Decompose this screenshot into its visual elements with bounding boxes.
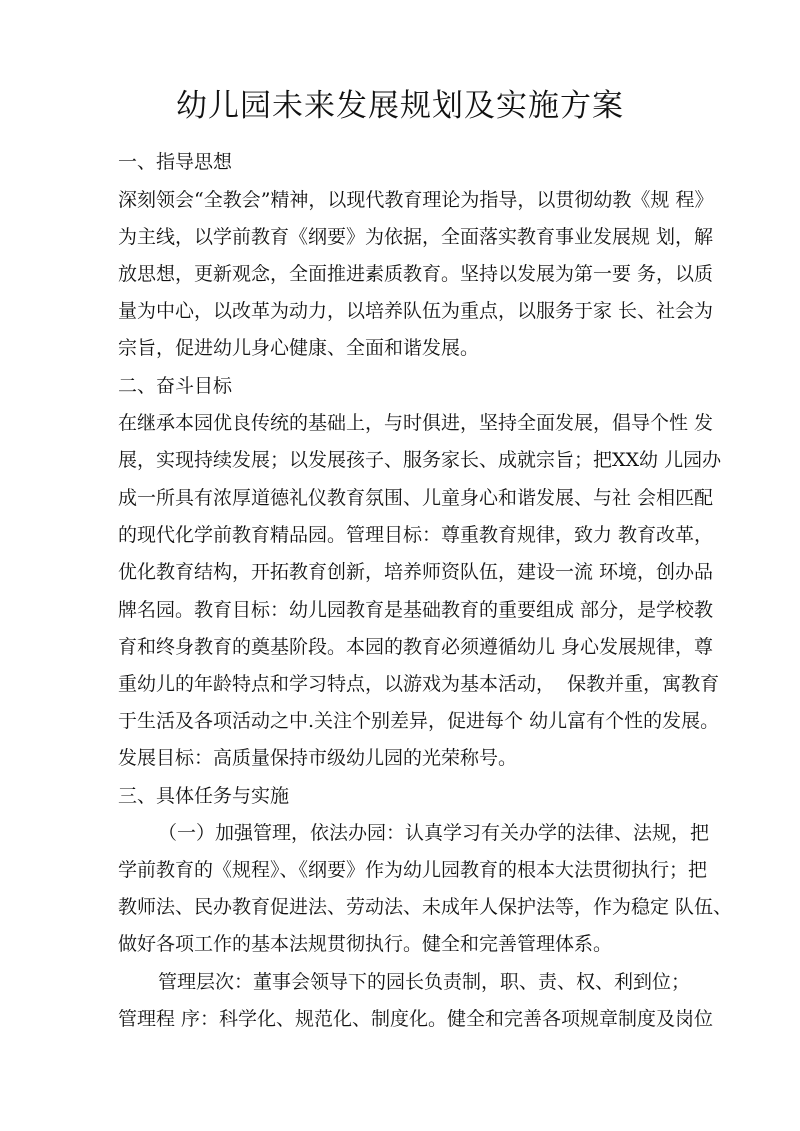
paragraph-line: 发展目标：高质量保持市级幼儿园的光荣称号。: [118, 747, 518, 769]
paragraph-line: 的现代化学前教育精品园。管理目标：尊重教育规律，致力 教育改革，: [118, 524, 714, 546]
paragraph-line: 成一所具有浓厚道德礼仪教育氛围、儿童身心和谐发展、与社 会相匹配: [118, 487, 714, 509]
paragraph-line: 管理程 序：科学化、规范化、制度化。健全和完善各项规章制度及岗位: [118, 1008, 714, 1030]
paragraph-line: 在继承本园优良传统的基础上，与时俱进，坚持全面发展，倡导个性 发: [118, 412, 714, 434]
paragraph-line: 优化教育结构，开拓教育创新，培养师资队伍，建设一流 环境，创办品: [118, 561, 714, 583]
paragraph-line: 于生活及各项活动之中.关注个别差异，促进每个 幼儿富有个性的发展。: [118, 710, 720, 732]
paragraph-line-indented: （一）加强管理，依法办园：认真学习有关办学的法律、法规，把: [158, 822, 710, 844]
paragraph-line: 量为中心，以改革为动力，以培养队伍为重点，以服务于家 长、社会为: [118, 300, 714, 322]
section-heading-3: 三、具体任务与实施: [118, 785, 290, 807]
paragraph-line: 牌名园。教育目标：幼儿园教育是基础教育的重要组成 部分，是学校教: [118, 599, 714, 621]
document-title: 幼儿园未来发展规划及实施方案: [176, 88, 624, 124]
paragraph-line-indented: 管理层次：董事会领导下的园长负责制，职、责、权、利到位；: [158, 971, 691, 993]
paragraph-line: 教师法、民办教育促进法、劳动法、未成年人保护法等，作为稳定 队伍、: [118, 896, 733, 918]
section-heading-1: 一、指导思想: [118, 151, 233, 173]
paragraph-line: 育和终身教育的奠基阶段。本园的教育必须遵循幼儿 身心发展规律，尊: [118, 636, 714, 658]
paragraph-line: 宗旨，促进幼儿身心健康、全面和谐发展。: [118, 337, 480, 359]
paragraph-line: 为主线，以学前教育《纲要》为依据，全面落实教育事业发展规 划，解: [118, 226, 714, 248]
paragraph-line: 重幼儿的年龄特点和学习特点，以游戏为基本活动， 保教并重，寓教育: [118, 673, 720, 695]
section-heading-2: 二、奋斗目标: [118, 375, 233, 397]
paragraph-line: 深刻领会“全教会”精神，以现代教育理论为指导，以贯彻幼教《规 程》: [118, 189, 714, 211]
paragraph-line: 放思想，更新观念，全面推进素质教育。坚持以发展为第一要 务，以质: [118, 263, 714, 285]
paragraph-line: 学前教育的《规程》、《纲要》作为幼儿园教育的根本大法贯彻执行；把: [118, 859, 708, 881]
paragraph-line: 做好各项工作的基本法规贯彻执行。健全和完善管理体系。: [118, 933, 613, 955]
paragraph-line: 展，实现持续发展；以发展孩子、服务家长、成就宗旨；把XX幼 儿园办: [118, 449, 722, 471]
